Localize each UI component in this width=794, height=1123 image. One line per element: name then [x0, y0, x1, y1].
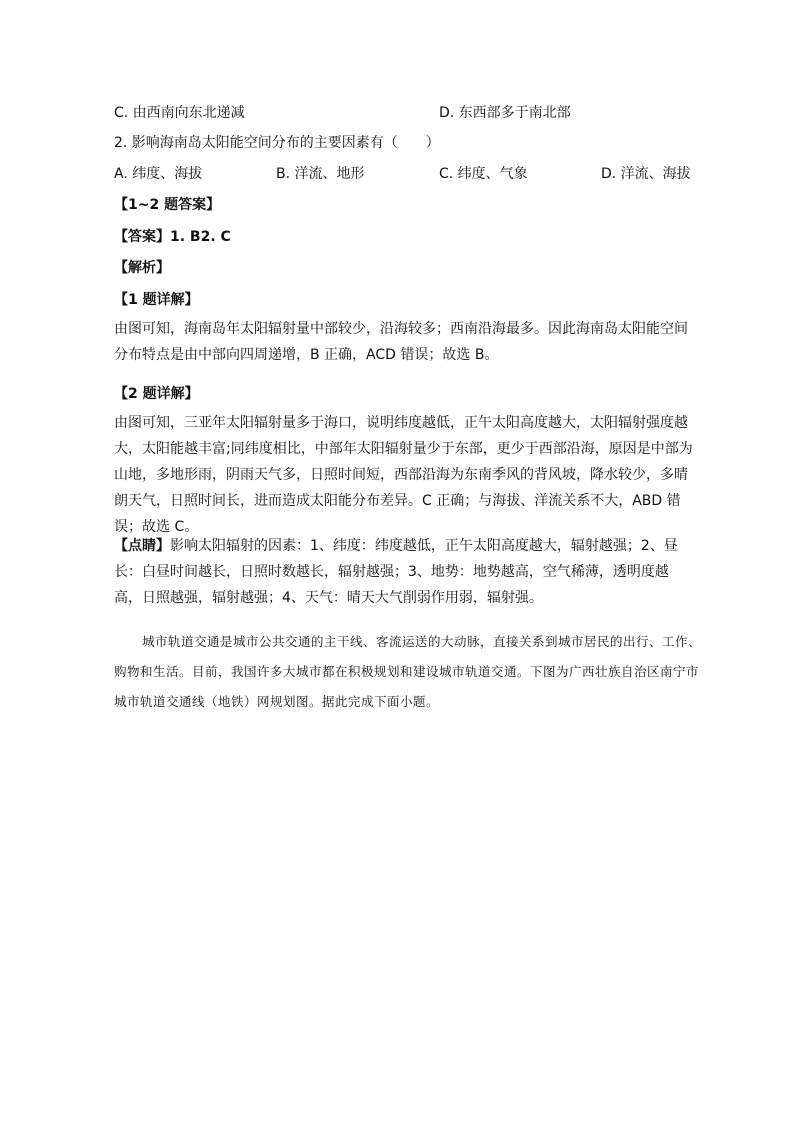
analysis-header: 【解析】: [114, 260, 170, 276]
detail2-text: 由图可知，三亚年太阳辐射量多于海口，说明纬度越低，正午太阳高度越大，太阳辐射强度越大，太阳能越丰富;同纬度相比，中部年太阳辐射量少于东部，更少于西部沿海，原因是中部为山地，多地形雨，阴雨天气多，日照时间短，西部沿海为东南季风的背风坡，降水较少，多晴朗天气，日照时间长，进而造成太阳能分布差异。C 正确；与海拔、洋流关系不大，ABD 错误；故选 C。: [114, 415, 693, 535]
q2-option-b: B. 洋流、地形: [276, 166, 365, 182]
q2-stem: 2. 影响海南岛太阳能空间分布的主要因素有（ ）: [114, 135, 440, 151]
tip-paragraph: [114, 533, 694, 611]
answer-text: 【答案】1. B2. C: [114, 229, 231, 245]
tip-text: 影响太阳辐射的因素：1、纬度：纬度越低，正午太阳高度越大，辐射越强；2、昼长：白昼时间越长，日照时数越长，辐射越强；3、地势：地势越高，空气稀薄，透明度越高，日照越强，辐射越强；4、天气：晴天大气削弱作用弱，辐射强。: [114, 538, 678, 606]
tip-label: 【点睛】: [114, 538, 170, 554]
q1-option-c: C. 由西南向东北递减: [114, 105, 245, 121]
q1-option-d: D. 东西部多于南北部: [439, 105, 571, 121]
detail1-header: 【1 题详解】: [114, 292, 199, 308]
answer-line: [114, 227, 231, 247]
answer-section-header: 【1~2 题答案】: [114, 197, 221, 213]
q2-option-a: A. 纬度、海拔: [114, 166, 203, 182]
detail1-text: 由图可知，海南岛年太阳辐射量中部较少，沿海较多；西南沿海最多。因此海南岛太阳能空间分布特点是由中部向四周递增，B 正确，ACD 错误；故选 B。: [114, 321, 688, 363]
detail2-header: 【2 题详解】: [114, 386, 199, 402]
next-passage: 城市轨道交通是城市公共交通的主干线、客流运送的大动脉，直接关系到城市居民的出行、工作、购物和生活。目前，我国许多大城市都在积极规划和建设城市轨道交通。下图为广西壮族自治区南宁市城市轨道交通线（地铁）网规划图。据此完成下面小题。: [114, 634, 702, 709]
q2-option-c: C. 纬度、气象: [439, 166, 528, 182]
q2-option-d: D. 洋流、海拔: [601, 166, 691, 182]
